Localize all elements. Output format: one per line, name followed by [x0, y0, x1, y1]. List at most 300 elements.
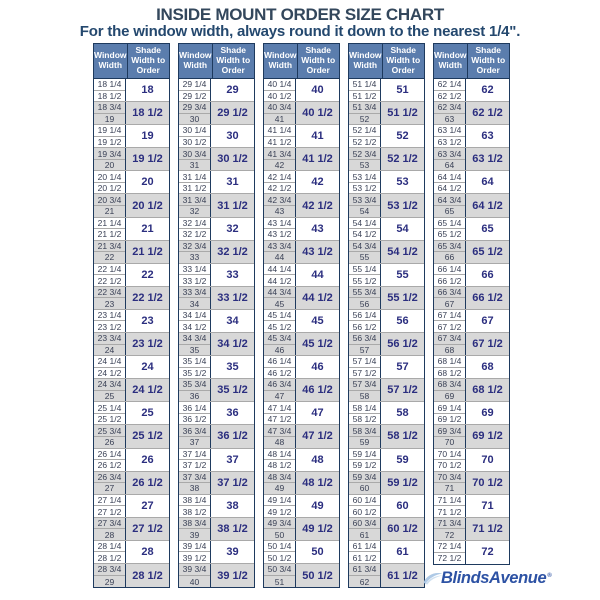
- shade-width-cell: 35: [226, 361, 239, 374]
- window-width-cell: 50: [274, 529, 285, 540]
- window-width-cell: 64: [444, 160, 455, 171]
- column-pair-body: [179, 79, 254, 587]
- window-width-cell: 64 3/4: [434, 194, 465, 206]
- window-width-cells: [434, 264, 466, 286]
- window-width-cell: 61 1/4: [349, 541, 380, 553]
- size-row-group: [349, 541, 424, 564]
- shade-width-cell: 66 1/2: [472, 291, 503, 304]
- size-row-group: [264, 148, 339, 171]
- window-width-cells: [179, 518, 211, 540]
- shade-width-cell: 66: [481, 268, 494, 281]
- shade-width-cell: 22: [141, 268, 154, 281]
- window-width-cells: [349, 171, 381, 193]
- shade-width-cell: 49: [311, 499, 324, 512]
- window-width-cell: 26 1/2: [97, 460, 122, 471]
- shade-width-cell: 41: [311, 130, 324, 143]
- shade-width-cell: 37: [226, 453, 239, 466]
- window-width-cells: [349, 264, 381, 286]
- window-width-cell: 60: [359, 483, 370, 494]
- shade-width-cell: 34: [226, 314, 239, 327]
- window-width-cell: 46 1/2: [267, 367, 292, 378]
- window-width-cell: 69 3/4: [434, 425, 465, 437]
- window-width-cells: [349, 310, 381, 332]
- window-width-cell: 39 3/4: [179, 564, 210, 576]
- window-width-cells: [264, 472, 296, 494]
- window-width-cells: [264, 310, 296, 332]
- swoosh-icon: [423, 571, 443, 585]
- window-width-cell: 63 1/4: [434, 125, 465, 137]
- window-width-cell: 24 3/4: [94, 379, 125, 391]
- size-column-pair: [178, 43, 255, 588]
- size-row-group: [434, 125, 509, 148]
- window-width-cell: 64 1/4: [434, 171, 465, 183]
- window-width-cell: 62 1/2: [437, 90, 462, 101]
- shade-width-cell: 34 1/2: [217, 338, 248, 351]
- shade-width-cell: 62: [481, 84, 494, 97]
- size-row-group: [349, 102, 424, 125]
- shade-width-cell: 59 1/2: [387, 476, 418, 489]
- window-width-cells: [264, 194, 296, 216]
- window-width-cell: 31 3/4: [179, 194, 210, 206]
- window-width-header: Window Width: [264, 44, 298, 78]
- registered-mark: ®: [547, 572, 552, 579]
- window-width-cell: 46: [274, 344, 285, 355]
- window-width-cell: 36 3/4: [179, 425, 210, 437]
- size-row-group: [264, 379, 339, 402]
- window-width-cell: 61 1/2: [352, 552, 377, 563]
- window-width-cells: [434, 241, 466, 263]
- window-width-cell: 67 1/2: [437, 321, 462, 332]
- window-width-cell: 33 1/4: [179, 264, 210, 276]
- window-width-cells: [94, 541, 126, 563]
- size-row-group: [434, 264, 509, 287]
- window-width-cells: [264, 148, 296, 170]
- size-row-group: [179, 218, 254, 241]
- window-width-cell: 51 3/4: [349, 102, 380, 114]
- window-width-cells: [94, 125, 126, 147]
- window-width-cell: 54 3/4: [349, 241, 380, 253]
- window-width-cells: [349, 425, 381, 447]
- window-width-cell: 40 1/2: [267, 90, 292, 101]
- window-width-cell: 35 1/4: [179, 356, 210, 368]
- size-row-group: [264, 472, 339, 495]
- shade-width-cell: 33 1/2: [217, 291, 248, 304]
- size-row-group: [349, 402, 424, 425]
- window-width-cell: 39 1/4: [179, 541, 210, 553]
- window-width-cell: 19 1/2: [97, 137, 122, 147]
- shade-width-cell: 20: [141, 176, 154, 189]
- size-row-group: [94, 518, 169, 541]
- shade-width-cell: 53: [396, 176, 409, 189]
- shade-width-cell: 23: [141, 314, 154, 327]
- window-width-cell: 70 3/4: [434, 472, 465, 484]
- size-row-group: [179, 79, 254, 102]
- window-width-cells: [179, 541, 211, 563]
- shade-width-header: Shade Width to Order: [131, 45, 166, 75]
- size-row-group: [179, 333, 254, 356]
- window-width-cells: [264, 264, 296, 286]
- window-width-cell: 62: [359, 576, 370, 587]
- size-row-group: [94, 379, 169, 402]
- shade-width-cell: 40 1/2: [302, 107, 333, 120]
- window-width-cell: 19: [104, 113, 115, 124]
- window-width-cell: 30 1/2: [182, 137, 207, 147]
- window-width-cell: 27 1/4: [94, 495, 125, 507]
- window-width-cell: 20 1/2: [97, 183, 122, 194]
- window-width-cell: 44 3/4: [264, 287, 295, 299]
- window-width-cell: 51 1/4: [349, 79, 380, 91]
- window-width-cell: 71 3/4: [434, 518, 465, 530]
- window-width-cell: 29 1/2: [182, 90, 207, 101]
- size-row-group: [349, 495, 424, 518]
- window-width-cell: 24 1/2: [97, 367, 122, 378]
- window-width-cell: 32 1/2: [182, 229, 207, 240]
- window-width-cell: 20 1/4: [94, 171, 125, 183]
- window-width-cells: [94, 564, 126, 587]
- shade-width-cell: 25: [141, 407, 154, 420]
- window-width-cell: 70 1/2: [437, 460, 462, 471]
- window-width-cell: 38 3/4: [179, 518, 210, 530]
- window-width-cell: 52 3/4: [349, 148, 380, 160]
- window-width-cells: [434, 333, 466, 355]
- window-width-cell: 33: [189, 252, 200, 263]
- window-width-cell: 68 1/4: [434, 356, 465, 368]
- window-width-cell: 49 1/2: [267, 506, 292, 517]
- size-row-group: [349, 287, 424, 310]
- size-row-group: [94, 171, 169, 194]
- size-row-group: [94, 218, 169, 241]
- size-row-group: [94, 79, 169, 102]
- window-width-cells: [434, 194, 466, 216]
- size-row-group: [264, 518, 339, 541]
- window-width-cell: 67 3/4: [434, 333, 465, 345]
- window-width-cell: 18 3/4: [94, 102, 125, 114]
- window-width-cells: [434, 102, 466, 124]
- column-pair-header: [264, 44, 339, 79]
- window-width-cells: [94, 356, 126, 378]
- window-width-cell: 30: [189, 113, 200, 124]
- window-width-cells: [264, 564, 296, 587]
- window-width-cell: 39 1/2: [182, 552, 207, 563]
- size-column-pair: [263, 43, 340, 588]
- window-width-cell: 51: [274, 576, 285, 587]
- window-width-cell: 24: [104, 344, 115, 355]
- size-row-group: [349, 564, 424, 587]
- shade-width-cell: 63: [481, 130, 494, 143]
- shade-width-cell: 69: [481, 407, 494, 420]
- shade-width-cell: 32: [226, 222, 239, 235]
- window-width-cell: 21 1/2: [97, 229, 122, 240]
- window-width-cell: 57 1/2: [352, 367, 377, 378]
- window-width-cell: 27 3/4: [94, 518, 125, 530]
- shade-width-cell: 58 1/2: [387, 430, 418, 443]
- size-row-group: [264, 425, 339, 448]
- window-width-cell: 22 3/4: [94, 287, 125, 299]
- window-width-cells: [349, 125, 381, 147]
- window-width-cell: 40 3/4: [264, 102, 295, 114]
- window-width-cells: [264, 402, 296, 424]
- size-row-group: [264, 287, 339, 310]
- window-width-cells: [179, 241, 211, 263]
- window-width-cell: 18 1/2: [97, 90, 122, 101]
- shade-width-cell: 63 1/2: [472, 153, 503, 166]
- shade-width-cell: 67: [481, 314, 494, 327]
- window-width-cells: [434, 425, 466, 447]
- shade-width-cell: 38 1/2: [217, 522, 248, 535]
- window-width-cells: [264, 287, 296, 309]
- size-row-group: [349, 241, 424, 264]
- chart-subtitle: For the window width, always round it down to the nearest 1/4".: [79, 23, 521, 40]
- window-width-cell: 42 1/2: [267, 183, 292, 194]
- shade-width-cell: 51: [396, 84, 409, 97]
- window-width-cells: [94, 425, 126, 447]
- size-row-group: [179, 495, 254, 518]
- shade-width-cell: 60: [396, 499, 409, 512]
- column-pair-body: [94, 79, 169, 587]
- window-width-cell: 33 3/4: [179, 287, 210, 299]
- size-row-group: [94, 449, 169, 472]
- window-width-cells: [349, 541, 381, 563]
- shade-width-cell: 38: [226, 499, 239, 512]
- size-row-group: [179, 310, 254, 333]
- shade-width-cell: 51 1/2: [387, 107, 418, 120]
- window-width-cell: 31 1/4: [179, 171, 210, 183]
- shade-width-cell: 49 1/2: [302, 522, 333, 535]
- shade-width-cell: 36 1/2: [217, 430, 248, 443]
- window-width-cell: 52 1/2: [352, 137, 377, 147]
- window-width-cell: 32 1/4: [179, 218, 210, 230]
- shade-width-cell: 61: [396, 545, 409, 558]
- size-row-group: [434, 148, 509, 171]
- shade-width-cell: 20 1/2: [132, 199, 163, 212]
- window-width-cell: 57 3/4: [349, 379, 380, 391]
- shade-width-cell: 62 1/2: [472, 107, 503, 120]
- shade-width-cell: 58: [396, 407, 409, 420]
- chart-title: INSIDE MOUNT ORDER SIZE CHART: [156, 5, 444, 24]
- window-width-cell: 32: [189, 206, 200, 217]
- size-row-group: [94, 194, 169, 217]
- window-width-cell: 41 3/4: [264, 148, 295, 160]
- window-width-cell: 28: [104, 529, 115, 540]
- window-width-cell: 64 1/2: [437, 183, 462, 194]
- size-row-group: [179, 518, 254, 541]
- size-column-pair: [348, 43, 425, 588]
- size-row-group: [264, 79, 339, 102]
- window-width-cells: [264, 541, 296, 563]
- window-width-cell: 63 3/4: [434, 148, 465, 160]
- window-width-cells: [264, 125, 296, 147]
- window-width-cell: 28 1/2: [97, 552, 122, 563]
- window-width-cells: [434, 171, 466, 193]
- window-width-cell: 48 1/4: [264, 449, 295, 461]
- shade-width-cell: 31: [226, 176, 239, 189]
- size-row-group: [349, 125, 424, 148]
- size-row-group: [94, 287, 169, 310]
- size-row-group: [94, 541, 169, 564]
- window-width-cell: 37 1/4: [179, 449, 210, 461]
- window-width-cell: 59 3/4: [349, 472, 380, 484]
- window-width-cells: [179, 79, 211, 101]
- window-width-cell: 41 1/2: [267, 137, 292, 147]
- window-width-cells: [264, 241, 296, 263]
- size-row-group: [264, 495, 339, 518]
- window-width-cell: 65: [444, 206, 455, 217]
- shade-width-cell: 55 1/2: [387, 291, 418, 304]
- window-width-cell: 45 1/2: [267, 321, 292, 332]
- window-width-cells: [264, 356, 296, 378]
- window-width-cell: 66 3/4: [434, 287, 465, 299]
- window-width-cell: 57 1/4: [349, 356, 380, 368]
- window-width-cells: [94, 102, 126, 124]
- shade-width-cell: 18: [141, 84, 154, 97]
- window-width-cell: 26: [104, 437, 115, 448]
- logo-text: BlindsAvenue®: [441, 569, 552, 587]
- shade-width-cell: 67 1/2: [472, 338, 503, 351]
- shade-width-header: Shade Width to Order: [386, 45, 421, 75]
- shade-width-cell: 64 1/2: [472, 199, 503, 212]
- size-row-group: [349, 171, 424, 194]
- window-width-cell: 69 1/4: [434, 402, 465, 414]
- window-width-cell: 27: [104, 483, 115, 494]
- shade-width-cell: 40: [311, 84, 324, 97]
- size-row-group: [434, 79, 509, 102]
- size-row-group: [94, 425, 169, 448]
- window-width-cells: [264, 171, 296, 193]
- window-width-cell: 60 1/2: [352, 506, 377, 517]
- size-row-group: [94, 402, 169, 425]
- window-width-cell: 49 1/4: [264, 495, 295, 507]
- size-row-group: [434, 379, 509, 402]
- window-width-cells: [349, 333, 381, 355]
- size-row-group: [179, 541, 254, 564]
- window-width-cell: 66 1/2: [437, 275, 462, 286]
- window-width-cells: [349, 241, 381, 263]
- shade-width-cell: 71 1/2: [472, 522, 503, 535]
- window-width-cell: 25 1/2: [97, 414, 122, 425]
- size-row-group: [434, 241, 509, 264]
- window-width-cell: 29: [104, 576, 115, 587]
- window-width-cells: [94, 79, 126, 101]
- window-width-cells: [94, 287, 126, 309]
- window-width-cells: [179, 310, 211, 332]
- window-width-cell: 20: [104, 160, 115, 171]
- window-width-cell: 55 3/4: [349, 287, 380, 299]
- window-width-cell: 69: [444, 391, 455, 402]
- size-row-group: [94, 564, 169, 587]
- window-width-cell: 54 1/4: [349, 218, 380, 230]
- window-width-cell: 25: [104, 391, 115, 402]
- shade-width-cell: 25 1/2: [132, 430, 163, 443]
- size-row-group: [349, 333, 424, 356]
- size-row-group: [264, 218, 339, 241]
- window-width-cell: 56 1/4: [349, 310, 380, 322]
- window-width-cell: 46 3/4: [264, 379, 295, 391]
- window-width-cell: 61: [359, 529, 370, 540]
- shade-width-cell: 61 1/2: [387, 569, 418, 582]
- shade-width-cell: 39 1/2: [217, 569, 248, 582]
- shade-width-cell: 27 1/2: [132, 522, 163, 535]
- window-width-cells: [94, 379, 126, 401]
- window-width-cell: 47 3/4: [264, 425, 295, 437]
- window-width-cell: 70 1/4: [434, 449, 465, 461]
- window-width-cell: 44 1/4: [264, 264, 295, 276]
- size-row-group: [349, 194, 424, 217]
- window-width-cell: 35 1/2: [182, 367, 207, 378]
- window-width-cell: 25 3/4: [94, 425, 125, 437]
- size-row-group: [179, 287, 254, 310]
- shade-width-cell: 37 1/2: [217, 476, 248, 489]
- size-row-group: [349, 310, 424, 333]
- window-width-cell: 42 3/4: [264, 194, 295, 206]
- shade-width-cell: 30: [226, 130, 239, 143]
- window-width-cells: [434, 379, 466, 401]
- window-width-cells: [94, 310, 126, 332]
- column-pair-header: [94, 44, 169, 79]
- window-width-cells: [179, 495, 211, 517]
- shade-width-cell: 29: [226, 84, 239, 97]
- window-width-cell: 60 1/4: [349, 495, 380, 507]
- shade-width-cell: 45 1/2: [302, 338, 333, 351]
- shade-width-cell: 64: [481, 176, 494, 189]
- window-width-cell: 37 3/4: [179, 472, 210, 484]
- window-width-cell: 25 1/4: [94, 402, 125, 414]
- window-width-cells: [434, 449, 466, 471]
- size-row-group: [264, 125, 339, 148]
- size-row-group: [179, 472, 254, 495]
- size-row-group: [349, 518, 424, 541]
- size-row-group: [94, 495, 169, 518]
- window-width-cells: [264, 379, 296, 401]
- window-width-cell: 56 3/4: [349, 333, 380, 345]
- size-row-group: [94, 310, 169, 333]
- size-row-group: [434, 495, 509, 518]
- window-width-cells: [434, 541, 466, 564]
- shade-width-header: Shade Width to Order: [216, 45, 251, 75]
- window-width-cell: 49: [274, 483, 285, 494]
- shade-width-cell: 56: [396, 314, 409, 327]
- window-width-cell: 66: [444, 252, 455, 263]
- window-width-cell: 34 1/2: [182, 321, 207, 332]
- window-width-cell: 50 1/4: [264, 541, 295, 553]
- window-width-cell: 59 1/4: [349, 449, 380, 461]
- shade-width-header: Shade Width to Order: [301, 45, 336, 75]
- window-width-cell: 31: [189, 160, 200, 171]
- size-row-group: [94, 472, 169, 495]
- window-width-cell: 53: [359, 160, 370, 171]
- shade-width-cell: 33: [226, 268, 239, 281]
- window-width-cells: [434, 148, 466, 170]
- window-width-cell: 22 1/2: [97, 275, 122, 286]
- window-width-cell: 68 3/4: [434, 379, 465, 391]
- window-width-cell: 55: [359, 252, 370, 263]
- window-width-cells: [349, 518, 381, 540]
- window-width-cells: [434, 287, 466, 309]
- window-width-cell: 46 1/4: [264, 356, 295, 368]
- shade-width-cell: 53 1/2: [387, 199, 418, 212]
- shade-width-cell: 56 1/2: [387, 338, 418, 351]
- window-width-cell: 21: [104, 206, 115, 217]
- size-chart-table: [93, 43, 510, 588]
- window-width-cell: 52 1/4: [349, 125, 380, 137]
- window-width-cells: [179, 379, 211, 401]
- window-width-cell: 51 1/2: [352, 90, 377, 101]
- shade-width-cell: 19 1/2: [132, 153, 163, 166]
- window-width-cells: [179, 125, 211, 147]
- window-width-cell: 45: [274, 298, 285, 309]
- size-row-group: [434, 287, 509, 310]
- shade-width-cell: 42 1/2: [302, 199, 333, 212]
- column-pair-body: [264, 79, 339, 587]
